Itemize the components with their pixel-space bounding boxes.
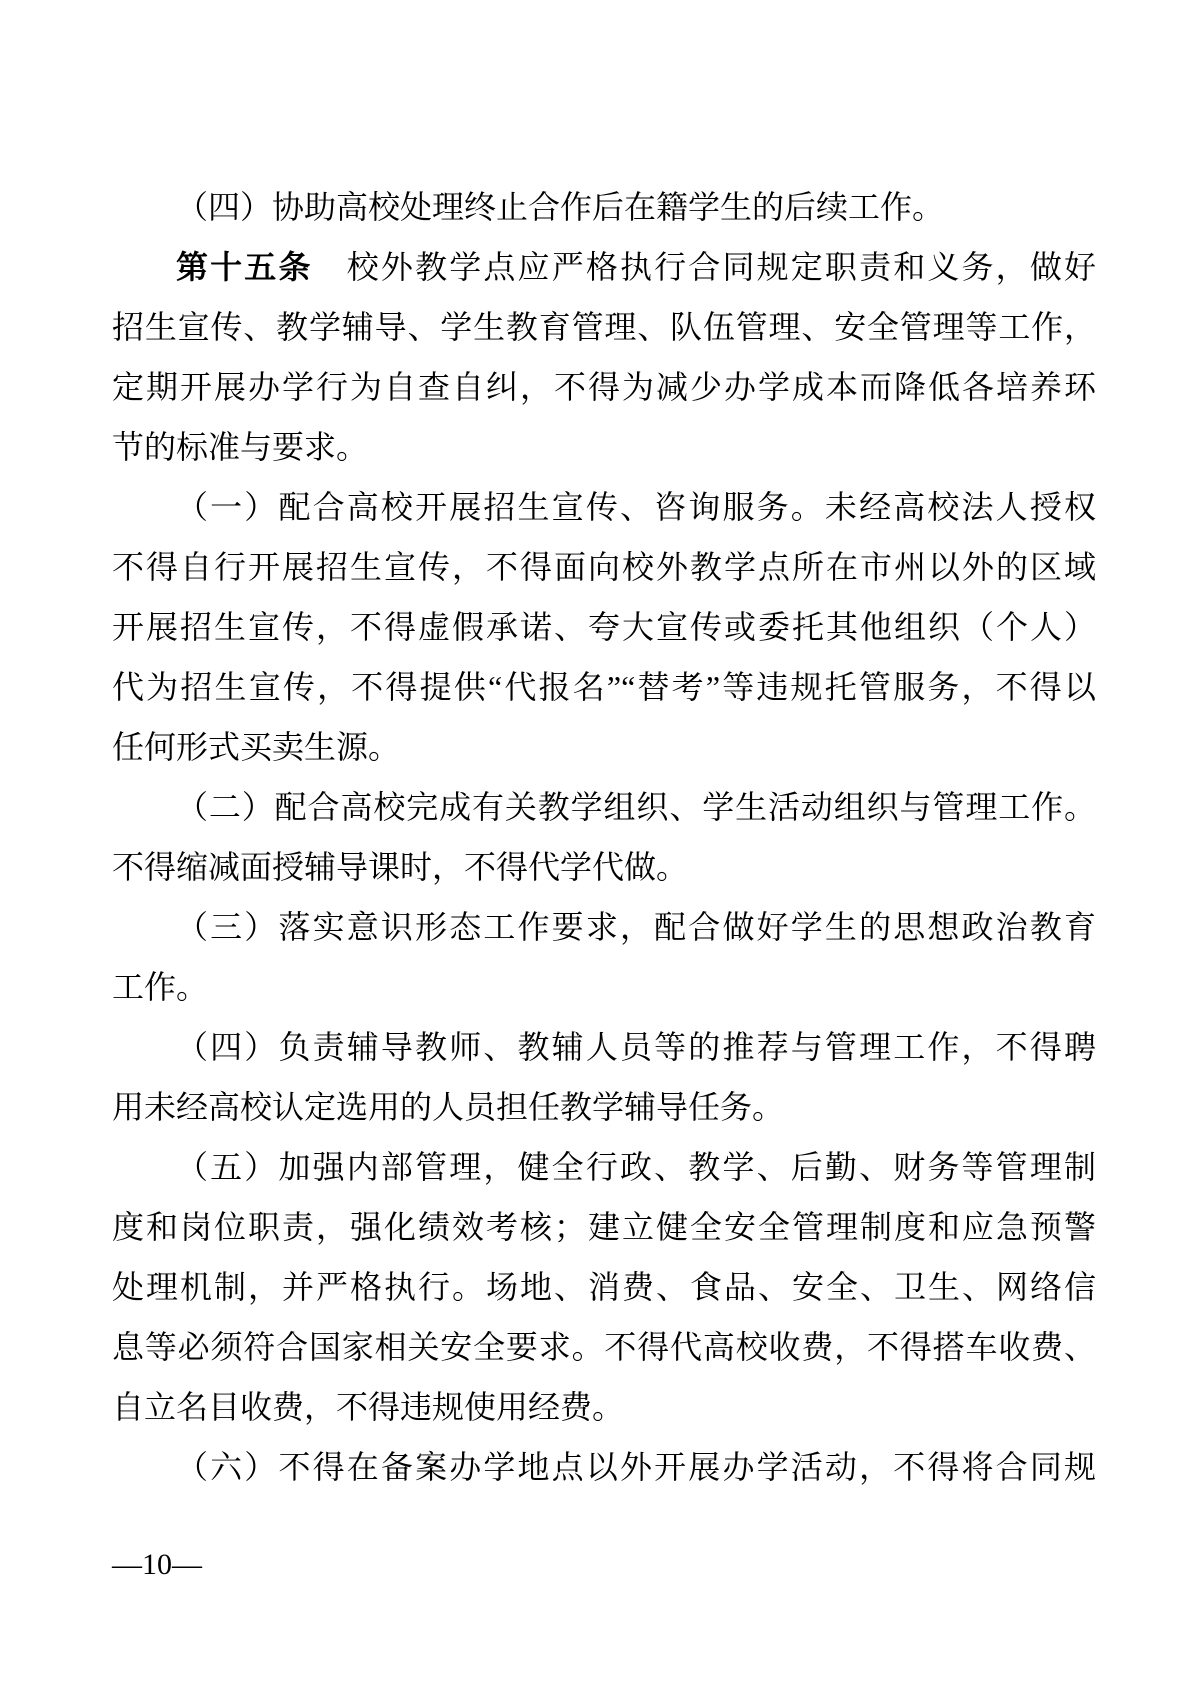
text-line: 不得自行开展招生宣传，不得面向校外教学点所在市州以外的区域 [112, 549, 1096, 585]
document-body [112, 177, 1096, 1497]
text-line: （五）加强内部管理，健全行政、教学、后勤、财务等管理制 [176, 1149, 1096, 1185]
article-heading: 第十五条 [176, 249, 313, 285]
text-line: 不得缩减面授辅导课时，不得代学代做。 [112, 849, 689, 885]
text-line: （二）配合高校完成有关教学组织、学生活动组织与管理工作。 [176, 789, 1096, 825]
text-line: 招生宣传、教学辅导、学生教育管理、队伍管理、安全管理等工作， [112, 309, 1096, 345]
text-line: 度和岗位职责，强化绩效考核；建立健全安全管理制度和应急预警 [112, 1209, 1096, 1245]
text-line: （六）不得在备案办学地点以外开展办学活动，不得将合同规 [176, 1449, 1096, 1485]
text-line: 息等必须符合国家相关安全要求。不得代高校收费，不得搭车收费、 [112, 1329, 1096, 1365]
text-line: （一）配合高校开展招生宣传、咨询服务。未经高校法人授权 [176, 489, 1096, 525]
text-line: （四）负责辅导教师、教辅人员等的推荐与管理工作，不得聘 [176, 1029, 1096, 1065]
text-line: 定期开展办学行为自查自纠，不得为减少办学成本而降低各培养环 [112, 369, 1096, 405]
text-line: （四）协助高校处理终止合作后在籍学生的后续工作。 [176, 189, 945, 225]
text-line: 工作。 [112, 969, 209, 1005]
text-line: 开展招生宣传，不得虚假承诺、夸大宣传或委托其他组织（个人） [112, 609, 1096, 645]
text-line [112, 237, 1096, 297]
text-line: （三）落实意识形态工作要求，配合做好学生的思想政治教育 [176, 909, 1096, 945]
text-run: 校外教学点应严格执行合同规定职责和义务，做好 [312, 249, 1096, 285]
text-line: 处理机制，并严格执行。场地、消费、食品、安全、卫生、网络信 [112, 1269, 1096, 1305]
text-line: 任何形式买卖生源。 [112, 729, 401, 765]
text-line: 用未经高校认定选用的人员担任教学辅导任务。 [112, 1089, 785, 1125]
page-number: —10— [112, 1548, 202, 1581]
text-line: 自立名目收费，不得违规使用经费。 [112, 1389, 625, 1425]
text-line: 节的标准与要求。 [112, 429, 369, 465]
text-line: 代为招生宣传，不得提供“代报名”“替考”等违规托管服务，不得以 [112, 669, 1096, 705]
